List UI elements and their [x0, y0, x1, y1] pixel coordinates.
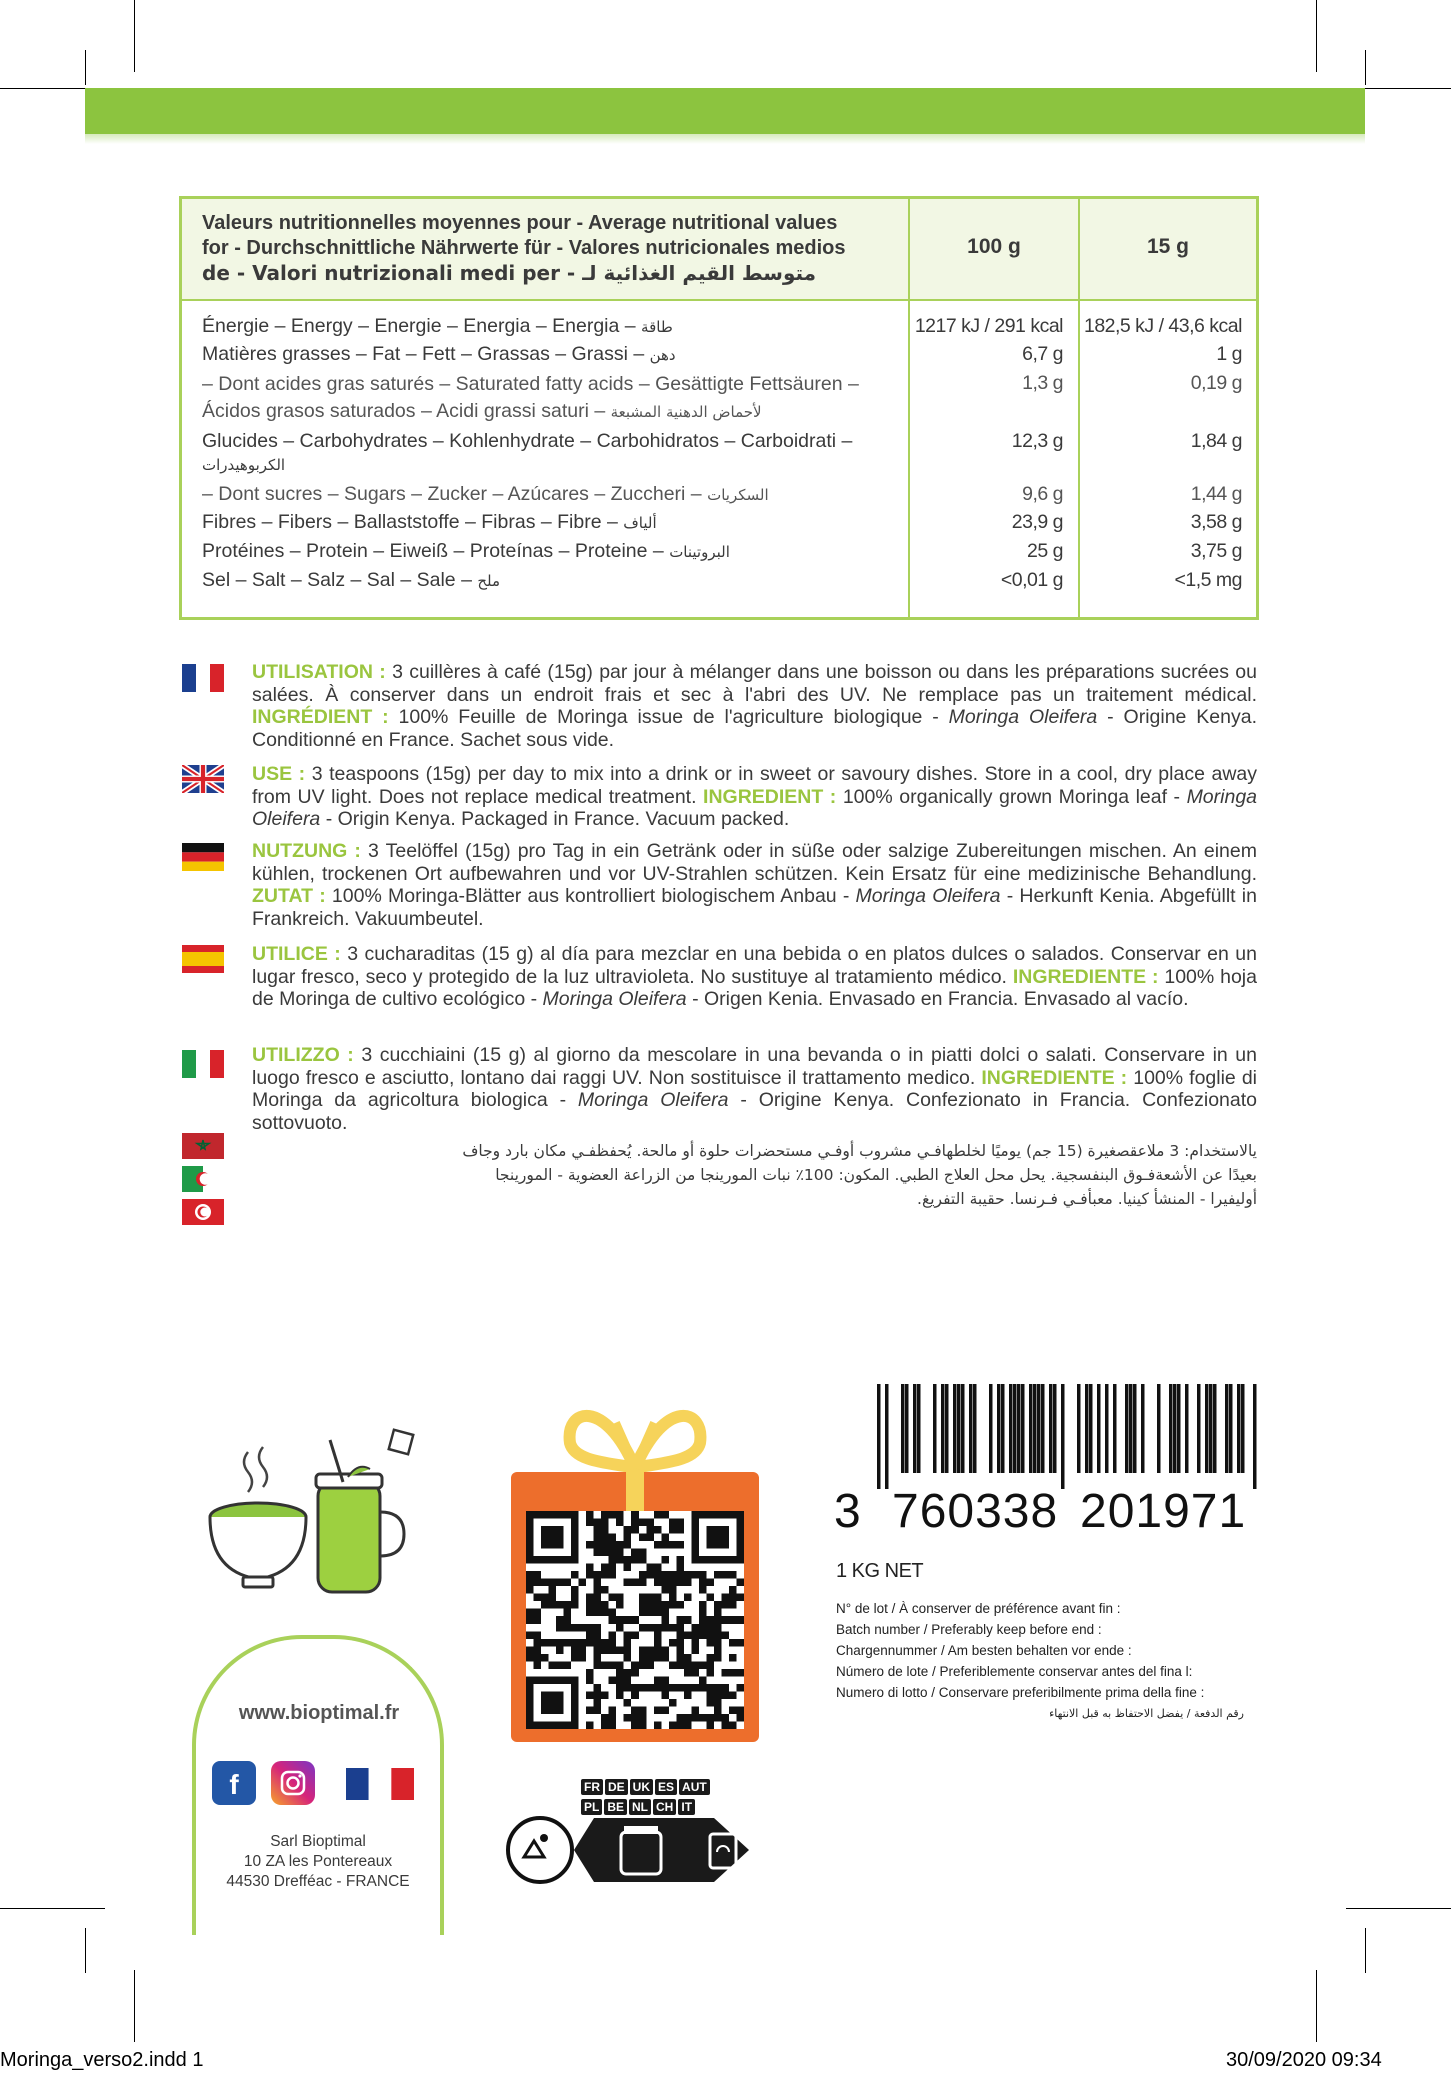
- keyword-usage: UTILICE :: [252, 943, 341, 965]
- latin-name: Moringa Oleifera: [252, 785, 1258, 830]
- nutrition-row-fibres: [202, 511, 657, 534]
- country-tag: BE: [604, 1799, 627, 1815]
- batch-line: رقم الدفعة / يفضل الاحتفاظ به قبل الانتهاء: [1049, 1707, 1244, 1720]
- keyword-usage: USE :: [252, 763, 306, 785]
- crop-mark: [134, 1970, 135, 2042]
- top-green-band: [85, 88, 1365, 134]
- nutrition-row-energy: [202, 315, 673, 338]
- crop-mark: [1365, 1928, 1366, 1973]
- latin-name: Moringa Oleifera: [855, 885, 1001, 907]
- barcode-digits-left: 760338: [892, 1485, 1059, 1538]
- germany-flag-icon: [182, 843, 224, 871]
- arabic-line: أوليفيرا - المنشأ كينيا. معبأفـي فـرنسا. حقيبة التفريغ.: [917, 1190, 1257, 1208]
- value-15g: 1 g: [1216, 343, 1242, 365]
- footer-file-name: Moringa_verso2.indd 1: [0, 2049, 204, 2071]
- text: - Origine Kenya. Confezionato in Francia. Confezionato sottovuoto.: [252, 1089, 1257, 1134]
- keyword-usage: UTILISATION :: [252, 661, 386, 683]
- country-tag: DE: [605, 1779, 628, 1795]
- value-100g: 12,3 g: [1011, 430, 1063, 452]
- nutrition-row-carbohydrates: [202, 429, 852, 477]
- country-tag: IT: [678, 1799, 695, 1815]
- soup-and-smoothie-illustration: [208, 1422, 418, 1602]
- qr-code[interactable]: [526, 1511, 744, 1729]
- qr-code-pattern: [526, 1511, 744, 1729]
- morocco-flag-icon: [182, 1133, 224, 1159]
- batch-line: N° de lot / À conserver de préférence avant fin :: [836, 1601, 1121, 1616]
- row-label: Matières grasses – Fat – Fett – Grassas – Grassi –: [202, 343, 645, 365]
- value-100g: 1217 kJ / 291 kcal: [914, 315, 1063, 337]
- uk-flag-icon: [182, 765, 224, 793]
- text: 3 teaspoons (15g) per day to mix into a drink or in sweet or savoury dishes. Store in a cool, dry place away from UV light. Does not replace medical treatment.: [252, 763, 1257, 808]
- website-link[interactable]: www.bioptimal.fr: [238, 1702, 400, 1724]
- keyword-usage: UTILIZZO :: [252, 1044, 354, 1066]
- text: - Herkunft Kenia. Abgefüllt in Frankreich. Vakuumbeutel.: [252, 885, 1257, 930]
- value-100g: 9,6 g: [1022, 483, 1063, 505]
- address-line: 10 ZA les Pontereaux: [243, 1853, 393, 1870]
- svg-text:f: f: [229, 1769, 239, 1800]
- text: 100% organically grown Moringa leaf -: [836, 785, 1187, 808]
- arabic-line: بعيدًا عن الأشعةفـوق البنفسجية. يحل محل العلاج الطبي. المكون: 100٪ نبات المورينجا من الزراعة العضوية - المورينجا: [495, 1166, 1257, 1184]
- recycle-country-tags: [580, 1778, 711, 1816]
- column-header-100g: 100 g: [967, 235, 1021, 258]
- text: 100% foglie di Moringa da agricoltura biologica -: [252, 1066, 1258, 1111]
- company-name: Sarl Bioptimal: [270, 1833, 366, 1850]
- row-label-arabic: ألياف: [623, 514, 657, 532]
- barcode-digit-prefix: 3: [834, 1485, 861, 1538]
- arabic-line: يالاستخدام: 3 ملاعقصغيرة (15 جم) يوميًا لخلطهافـي مشروب أوفـي مستحضرات حلوة أو مالحة. يُحفظفـي مكان بارد وجاف: [462, 1142, 1257, 1160]
- row-label: Énergie – Energy – Energie – Energia – Energia –: [202, 315, 636, 337]
- crop-mark: [85, 1928, 86, 1973]
- row-label-arabic: البروتينات: [669, 543, 730, 561]
- row-label-arabic: طاقة: [641, 318, 673, 336]
- country-tag: UK: [630, 1779, 653, 1795]
- value-15g: 0,19 g: [1190, 372, 1242, 394]
- latin-name: Moringa Oleifera: [948, 706, 1098, 728]
- text: 100% Moringa-Blätter aus kontrolliert biologischem Anbau -: [325, 885, 856, 907]
- crop-mark: [1365, 50, 1366, 85]
- text: - Origine Kenya. Conditionné en France. Sachet sous vide.: [252, 706, 1257, 751]
- tag-row: [580, 1778, 711, 1796]
- crop-mark: [1346, 1908, 1451, 1909]
- crop-mark: [85, 50, 86, 85]
- nutrition-table: [179, 196, 1259, 620]
- gift-ribbon: [626, 1472, 644, 1514]
- barcode: [877, 1384, 1257, 1489]
- text: 100% Feuille de Moringa issue de l'agriculture biologique -: [388, 706, 949, 728]
- row-label: – Dont acides gras saturés – Saturated fatty acids – Gesättigte Fettsäuren –: [202, 373, 859, 395]
- batch-line: Chargennummer / Am besten behalten vor ende :: [836, 1643, 1132, 1658]
- italy-flag-icon: [182, 1050, 224, 1078]
- row-label-arabic: ملح: [477, 572, 501, 590]
- paragraph-ar: [252, 1139, 1257, 1211]
- france-flag-icon: [346, 1768, 414, 1800]
- net-weight: 1 KG NET: [836, 1560, 924, 1582]
- keyword-ingredient: ZUTAT :: [252, 885, 326, 907]
- keyword-ingredient: INGRÉDIENT :: [252, 706, 389, 728]
- value-15g: 182,5 kJ / 43,6 kcal: [1083, 315, 1242, 337]
- country-tag: AUT: [679, 1779, 710, 1795]
- spain-flag-icon: [182, 945, 224, 973]
- value-100g: 25 g: [1027, 540, 1063, 562]
- recycling-instructions: [504, 1812, 766, 1886]
- nutrition-table-header: [182, 199, 1256, 301]
- nutrition-row-sugars: [202, 483, 769, 506]
- algeria-flag-icon: [182, 1166, 224, 1192]
- keyword-usage: NUTZUNG :: [252, 840, 361, 862]
- batch-line: Número de lote / Preferiblemente conservar antes del fina l:: [836, 1664, 1193, 1679]
- nutrition-header-title: [202, 211, 892, 286]
- column-header-15g: 15 g: [1146, 235, 1190, 258]
- country-tag: PL: [581, 1799, 602, 1815]
- value-100g: 1,3 g: [1022, 372, 1063, 394]
- value-15g: 1,84 g: [1190, 430, 1242, 452]
- instagram-icon[interactable]: [271, 1761, 315, 1805]
- facebook-icon[interactable]: [212, 1761, 256, 1805]
- text: 100% hoja de Moringa de cultivo ecológico -: [252, 965, 1257, 1010]
- latin-name: Moringa Oleifera: [542, 988, 687, 1010]
- text: 3 cucchiaini (15 g) al giorno da mescolare in una bevanda o in piatti dolci o salati. Conservare in un luogo fresco e asciutto, lontano dai raggi UV. Non sostituisce il trattamento medico.: [252, 1044, 1257, 1089]
- value-15g: 1,44 g: [1190, 483, 1242, 505]
- row-label: Fibres – Fibers – Ballaststoffe – Fibras – Fibre –: [202, 511, 618, 533]
- paragraph-de: [252, 840, 1257, 930]
- row-label-arabic: الكربوهيدرات: [202, 456, 286, 474]
- crop-mark: [1316, 0, 1317, 72]
- row-label: Glucides – Carbohydrates – Kohlenhydrate – Carbohidratos – Carboidrati –: [202, 430, 853, 452]
- barcode-digits-right: 201971: [1080, 1485, 1247, 1538]
- nutrition-row-salt: [202, 569, 500, 592]
- row-label: Ácidos grasos saturados – Acidi grassi saturi –: [202, 400, 606, 422]
- country-tag: CH: [653, 1799, 676, 1815]
- value-15g: 3,58 g: [1190, 511, 1242, 533]
- value-15g: <1,5 mg: [1174, 569, 1242, 591]
- text: 3 Teelöffel (15g) pro Tag in ein Getränk oder in süße oder salzige Zubereitungen mischen. An einem kühlen, trockenen Ort aufbewahren und vor UV-Strahlen schützen. Kein Ersatz für eine medizinische Behandlung.: [252, 840, 1257, 885]
- keyword-ingredient: INGREDIENT :: [703, 785, 837, 808]
- batch-line: Batch number / Preferably keep before end :: [836, 1622, 1102, 1637]
- text: 3 cuillères à café (15g) par jour à mélanger dans une boisson ou dans les préparations sucrées ou salées. À conserver dans un endroit frais et sec à l'abri des UV. Ne remplace pas un traitement médical.: [252, 661, 1257, 706]
- country-tag: FR: [581, 1779, 603, 1795]
- nutrition-row-saturated: [202, 371, 859, 426]
- batch-info: [836, 1598, 1244, 1724]
- company-address: [216, 1832, 420, 1892]
- header-line: de - Valori nutrizionali medi per - متوسط القيم الغذائية لـ: [202, 261, 817, 285]
- crop-mark: [1316, 1970, 1317, 2042]
- value-100g: 6,7 g: [1022, 343, 1063, 365]
- paragraph-es: [252, 943, 1257, 1011]
- batch-line: Numero di lotto / Conservare preferibilmente prima della fine :: [836, 1685, 1205, 1700]
- nutrition-row-proteins: [202, 540, 730, 563]
- paragraph-fr: [252, 661, 1257, 751]
- row-label: Sel – Salt – Salz – Sal – Sale –: [202, 569, 472, 591]
- latin-name: Moringa Oleifera: [577, 1089, 729, 1111]
- country-tag: NL: [629, 1799, 651, 1815]
- gift-ribbon-bow: [545, 1388, 725, 1474]
- row-label-arabic: لأحماض الدهنية المشبعة: [610, 403, 762, 421]
- nutrition-row-fat: [202, 343, 676, 366]
- text: 3 cucharaditas (15 g) al día para mezclar en una bebida o en platos dulces o salados. Conservar en un lugar fresco, seco y protegido de la luz ultravioleta. No sustituye al tratamiento médico.: [252, 943, 1257, 988]
- value-100g: 23,9 g: [1011, 511, 1063, 533]
- paragraph-it: [252, 1044, 1257, 1134]
- address-line: 44530 Drefféac - FRANCE: [226, 1873, 410, 1890]
- footer-date: 30/09/2020 09:34: [1226, 2049, 1382, 2071]
- header-line: Valeurs nutritionnelles moyennes pour - Average nutritional values: [202, 212, 838, 234]
- keyword-ingredient: INGREDIENTE :: [1012, 965, 1159, 988]
- value-100g: <0,01 g: [1000, 569, 1063, 591]
- keyword-ingredient: INGREDIENTE :: [981, 1066, 1128, 1089]
- tunisia-flag-icon: [182, 1199, 224, 1225]
- crop-mark: [134, 0, 135, 72]
- text: - Origen Kenia. Envasado en Francia. Envasado al vacío.: [686, 988, 1189, 1010]
- france-flag-icon: [182, 664, 224, 692]
- row-label-arabic: السكريات: [707, 486, 769, 504]
- row-label-arabic: دهن: [649, 346, 676, 364]
- crop-mark: [0, 1908, 105, 1909]
- row-label: Protéines – Protein – Eiweiß – Proteínas – Proteine –: [202, 540, 664, 562]
- paragraph-en: [252, 763, 1257, 831]
- header-line: for - Durchschnittliche Nährwerte für - Valores nutricionales medios: [202, 237, 846, 259]
- value-15g: 3,75 g: [1190, 540, 1242, 562]
- text: - Origin Kenya. Packaged in France. Vacuum packed.: [320, 808, 790, 830]
- country-tag: ES: [655, 1779, 677, 1795]
- row-label: – Dont sucres – Sugars – Zucker – Azúcares – Zuccheri –: [202, 483, 702, 505]
